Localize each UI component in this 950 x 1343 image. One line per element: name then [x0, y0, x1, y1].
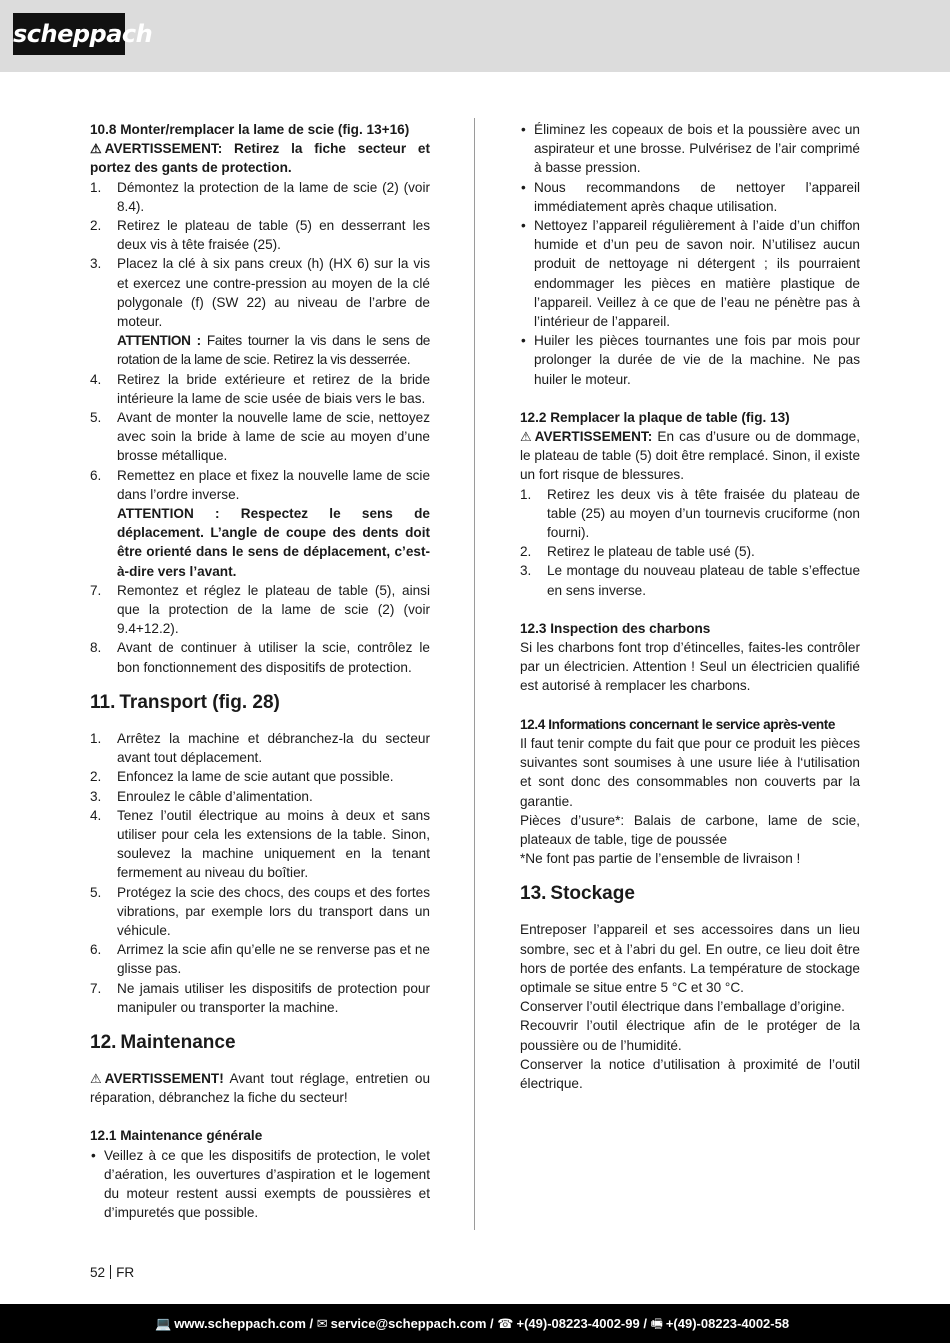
list-item: 1. Arrêtez la machine et débranchez-la du secteur avant tout déplacement.	[90, 730, 430, 766]
section-10-8-steps	[90, 178, 430, 332]
section-12-1-title: 12.1 Maintenance générale	[90, 1128, 263, 1144]
computer-icon: 💻	[155, 1316, 172, 1331]
list-item: 2. Retirez le plateau de table (5) en desserrant les deux vis à tête fraisée (25).	[90, 218, 430, 253]
section-13-paragraph: Recouvrir l’outil électrique afin de le protéger de la poussière ou de l’humidité.	[520, 1018, 860, 1053]
section-12-1-bullets-cont	[520, 120, 860, 389]
section-10-8-steps-cont	[90, 370, 430, 504]
list-item: 8. Avant de continuer à utiliser la scie, contrôlez le bon fonctionnement des dispositifs de protection.	[90, 640, 430, 675]
list-item: 3. Le montage du nouveau plateau de table s’effectue en sens inverse.	[520, 563, 860, 598]
section-12-warning: ⚠ AVERTISSEMENT! Avant tout réglage, entretien ou réparation, débranchez la fiche du secteur!	[90, 1070, 430, 1106]
list-item: 6. Remettez en place et fixez la nouvelle lame de scie dans l’ordre inverse.	[90, 467, 430, 502]
section-10-8-title: 10.8 Monter/remplacer la lame de scie (fig. 13+16)	[90, 122, 410, 137]
warning-icon: ⚠	[90, 141, 102, 157]
step-3-attention-note: ATTENTION : Faites tourner la vis dans le sens de rotation de la lame de scie. Retirez la vis desserrée.	[117, 333, 430, 368]
section-12-heading: 12. Maintenance	[90, 1031, 236, 1053]
right-column	[520, 120, 860, 1093]
list-item: 3. Placez la clé à six pans creux (h) (HX 6) sur la vis et exercez une contre-pression au moyen de la clé polygonale (f) (SW 22) au niveau de l’arbre de moteur.	[90, 256, 430, 330]
footer-phone: +(49)-08223-4002-99 /	[516, 1316, 647, 1331]
list-item: 2. Enfoncez la lame de scie autant que possible.	[90, 769, 394, 785]
footer-web-link[interactable]: www.scheppach.com /	[174, 1316, 314, 1331]
section-13-paragraph: Entreposer l’appareil et ses accessoires dans un lieu sombre, sec et à l’abri du gel. En outre, ce lieu doit être hors de portée des enfants. La température de stockage optimale se situe entre 5 °C et 30 °C.	[520, 922, 860, 995]
section-13-paragraph: Conserver la notice d’utilisation à proximité de l’outil électrique.	[520, 1056, 860, 1091]
list-item: • Veillez à ce que les dispositifs de protection, le volet d’aération, les ouvertures d’aspiration et le logement du moteur restent aussi exempts de poussières et d’impuretés que possible.	[90, 1146, 430, 1223]
section-12-2-title: 12.2 Remplacer la plaque de table (fig. 13)	[520, 409, 790, 425]
step-6-attention-note: ATTENTION : Respectez le sens de déplacement. L’angle de coupe des dents doit être orienté dans le sens de déplacement, c’est-à-dire vers l’avant.	[117, 506, 430, 579]
section-10-8-steps-end	[90, 581, 430, 677]
list-item: • Nettoyez l’appareil régulièrement à l’aide d’un chiffon humide et d’un peu de savon noir. N’utilisez aucun produit de nettoyage ni détergent ; ils pourraient endommager les pièces en matière plastique de l’appareil. Veillez à ce que de l’eau ne pénètre pas à l’intérieur de l’appareil.	[520, 216, 860, 331]
footer-contacts	[155, 1304, 789, 1343]
footer-email-link[interactable]: service@scheppach.com /	[330, 1316, 494, 1331]
footer-fax: +(49)-08223-4002-58	[665, 1316, 790, 1331]
section-12-3-title: 12.3 Inspection des charbons	[520, 620, 711, 636]
column-divider	[474, 118, 475, 1230]
list-item: 6. Arrimez la scie afin qu’elle ne se renverse pas et ne glisse pas.	[90, 942, 430, 977]
list-item: 1. Démontez la protection de la lame de scie (2) (voir 8.4).	[90, 179, 430, 214]
section-11-steps	[90, 729, 430, 1017]
section-12-4-footnote: *Ne font pas partie de l’ensemble de livraison !	[520, 851, 801, 867]
section-10-8-warning: ⚠ AVERTISSEMENT: Retirez la fiche secteur et portez des gants de protection.	[90, 141, 430, 176]
section-12-1-bullets	[90, 1146, 430, 1223]
scheppach-logo: scheppach	[13, 13, 125, 55]
section-13-paragraph: Conserver l’outil électrique dans l’emballage d’origine.	[520, 999, 845, 1015]
list-item: 5. Protégez la scie des chocs, des coups et des fortes vibrations, par exemple lors du transport dans un véhicule.	[90, 884, 430, 938]
list-item: 5. Avant de monter la nouvelle lame de scie, nettoyez avec soin la bride à lame de scie au moyen d’une brosse métallique.	[90, 410, 430, 464]
list-item: 1. Retirez les deux vis à tête fraisée du plateau de table (25) au moyen d’un tournevis cruciforme (non fourni).	[520, 486, 860, 541]
list-item: • Nous recommandons de nettoyer l’appareil immédiatement après chaque utilisation.	[520, 178, 860, 216]
page-number: 52 FR	[90, 1265, 135, 1280]
list-item: 2. Retirez le plateau de table usé (5).	[520, 544, 755, 560]
list-item: 3. Enroulez le câble d’alimentation.	[90, 788, 313, 804]
section-12-4-parts: Pièces d’usure*: Balais de carbone, lame de scie, plateaux de table, tige de poussée	[520, 812, 860, 847]
section-12-2-steps	[520, 485, 860, 600]
list-item: 4. Retirez la bride extérieure et retirez de la bride intérieure la lame de scie usée de biais vers le bas.	[90, 371, 430, 406]
phone-icon: ☎	[497, 1316, 514, 1331]
header-band	[0, 0, 950, 72]
list-item: 7. Ne jamais utiliser les dispositifs de protection pour manipuler ou transporter la machine.	[90, 980, 430, 1015]
list-item: 4. Tenez l’outil électrique au moins à deux et sans utiliser pour cela les extensions de la table. Sinon, soulevez la machine uniquement en la tenant fermement au niveau du boîtier.	[90, 807, 430, 881]
footer-band	[0, 1304, 950, 1343]
section-12-4-text: Il faut tenir compte du fait que pour ce produit les pièces suivantes sont soumises à une usure liée à l‘utilisation et sont donc des consommables non couverts par la garantie.	[520, 735, 860, 809]
left-column	[90, 120, 430, 1222]
section-11-heading: 11. Transport (fig. 28)	[90, 691, 280, 713]
warning-icon: ⚠	[90, 1070, 102, 1086]
list-item: • Huiler les pièces tournantes une fois par mois pour prolonger la durée de vie de la machine. Ne pas huiler le moteur.	[520, 331, 860, 389]
section-12-2-warning: ⚠ AVERTISSEMENT: En cas d’usure ou de dommage, le plateau de table (5) doit être remplacé. Sinon, il existe un fort risque de blessures.	[520, 429, 860, 483]
email-icon: ✉	[316, 1316, 328, 1331]
section-12-4-title: 12.4 Informations concernant le service après-vente	[520, 716, 836, 732]
list-item: • Éliminez les copeaux de bois et la poussière avec un aspirateur et une brosse. Pulvérisez de l’air comprimé à basse pression.	[520, 120, 860, 178]
section-13-heading: 13. Stockage	[520, 883, 635, 905]
list-item: 7. Remontez et réglez le plateau de table (5), ainsi que la protection de la lame de scie (2) (voir 9.4+12.2).	[90, 582, 430, 637]
section-12-3-text: Si les charbons font trop d’étincelles, faites-les contrôler par un électricien. Attention ! Seul un électricien qualifié est autorisé à remplacer les charbons.	[520, 640, 860, 694]
warning-icon: ⚠	[520, 429, 532, 445]
fax-icon: 🖷	[650, 1316, 663, 1331]
